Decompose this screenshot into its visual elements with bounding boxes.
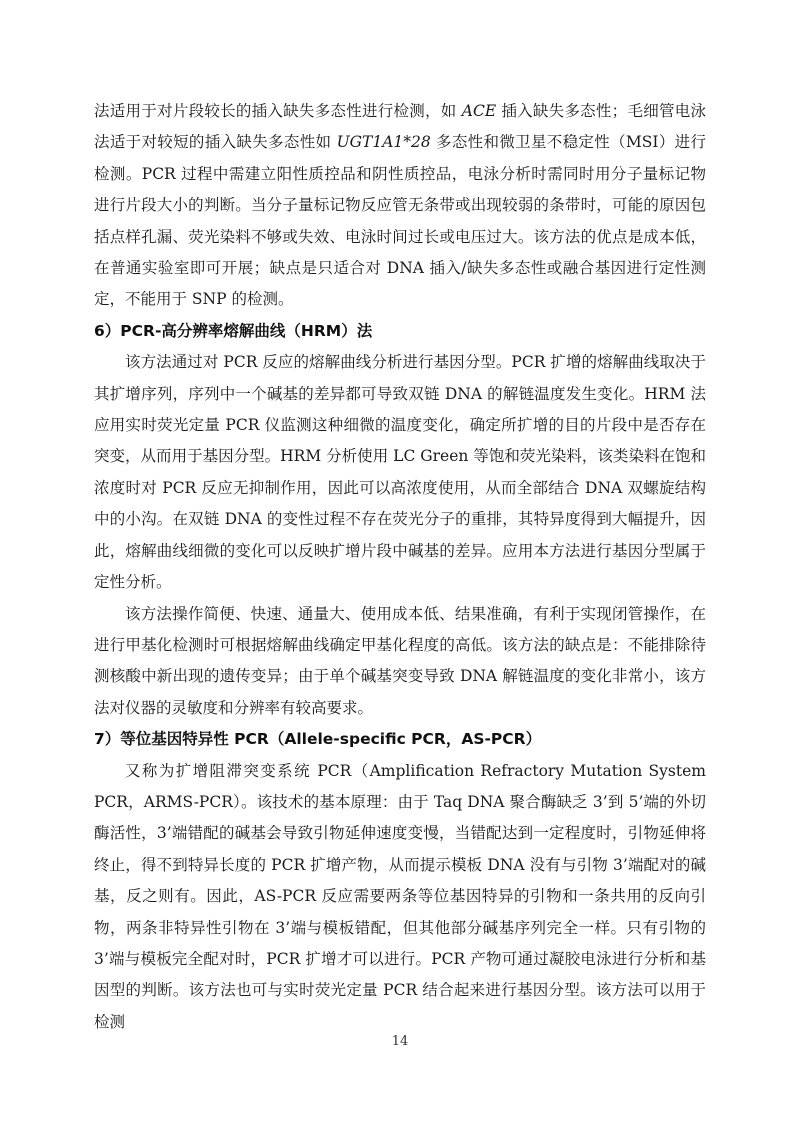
- paragraph-as-pcr: 又称为扩增阻滞突变系统 PCR（Amplification Refractory Mutation System PCR，ARMS-PCR）。该技术的基本原理：由于 Taq DNA 聚合酶缺乏 3’到 5’端的外切酶活性，3’端错配的碱基会导致引物延伸速度变慢，当错配达到一定程度时，引物延伸将终止，得不到特异长度的 PCR 扩增产物，从而提示模板 DNA 没有与引物 3’端配对的碱基，反之则有。因此，AS-PCR 反应需要两条等位基因特异的引物和一条共用的反向引物，两条非特异性引物在 3’端与模板错配，但其他部分碱基序列完全一样。只有引物的 3’端与模板完全配对时，PCR 扩增才可以进行。PCR 产物可通过凝胶电泳进行分析和基因型的判断。该方法也可与实时荧光定量 PCR 结合起来进行基因分型。该方法可以用于检测: [94, 761, 706, 1031]
- page-number: 14: [391, 1034, 409, 1049]
- paragraph-text: 插入缺失多态性；毛细管电泳法适于对较短的插入缺失多态性如: [94, 102, 706, 152]
- gene-name-ugt1a1: UGT1A1*28: [336, 133, 431, 152]
- paragraph-electrophoresis: [94, 96, 706, 316]
- paragraph-hrm-pros-cons: 该方法操作简便、快速、通量大、使用成本低、结果准确，有利于实现闭管操作，在进行甲基化检测时可根据熔解曲线确定甲基化程度的高低。该方法的缺点是：不能排除待测核酸中新出现的遗传变异；由于单个碱基突变导致 DNA 解链温度的变化非常小，该方法对仪器的灵敏度和分辨率有较高要求。: [94, 604, 706, 717]
- paragraph-text: 法适用于对片段较长的插入缺失多态性进行检测，如: [94, 102, 462, 120]
- section-heading-hrm: 6）PCR-高分辨率熔解曲线（HRM）法: [94, 321, 373, 340]
- body-text: [94, 96, 706, 1038]
- section-heading-as-pcr: 7）等位基因特异性 PCR（Allele-specific PCR，AS-PCR）: [94, 730, 542, 749]
- paragraph-hrm-principle: 该方法通过对 PCR 反应的熔解曲线分析进行基因分型。PCR 扩增的熔解曲线取决于其扩增序列，序列中一个碱基的差异都可导致双链 DNA 的解链温度发生变化。HRM 法应用实时荧光定量 PCR 仪监测这种细微的温度变化，确定所扩增的目的片段中是否存在突变，从而用于基因分型。HRM 分析使用 LC Green 等饱和荧光染料，该类染料在饱和浓度时对 PCR 反应无抑制作用，因此可以高浓度使用，从而全部结合 DNA 双螺旋结构中的小沟。在双链 DNA 的变性过程不存在荧光分子的重排，其特异度得到大幅提升，因此，熔解曲线细微的变化可以反映扩增片段中碱基的差异。应用本方法进行基因分型属于定性分析。: [94, 353, 706, 592]
- paragraph-text: 多态性和微卫星不稳定性（MSI）进行检测。PCR 过程中需建立阳性质控品和阴性质控品，电泳分析时需同时用分子量标记物进行片段大小的判断。当分子量标记物反应管无条带或出现较弱的条带时，可能的原因包括点样孔漏、荧光染料不够或失效、电泳时间过长或电压过大。该方法的优点是成本低，在普通实验室即可开展；缺点是只适合对 DNA 插入/缺失多态性或融合基因进行定性测定，不能用于 SNP 的检测。: [94, 133, 706, 309]
- gene-name-ace: ACE: [461, 102, 497, 120]
